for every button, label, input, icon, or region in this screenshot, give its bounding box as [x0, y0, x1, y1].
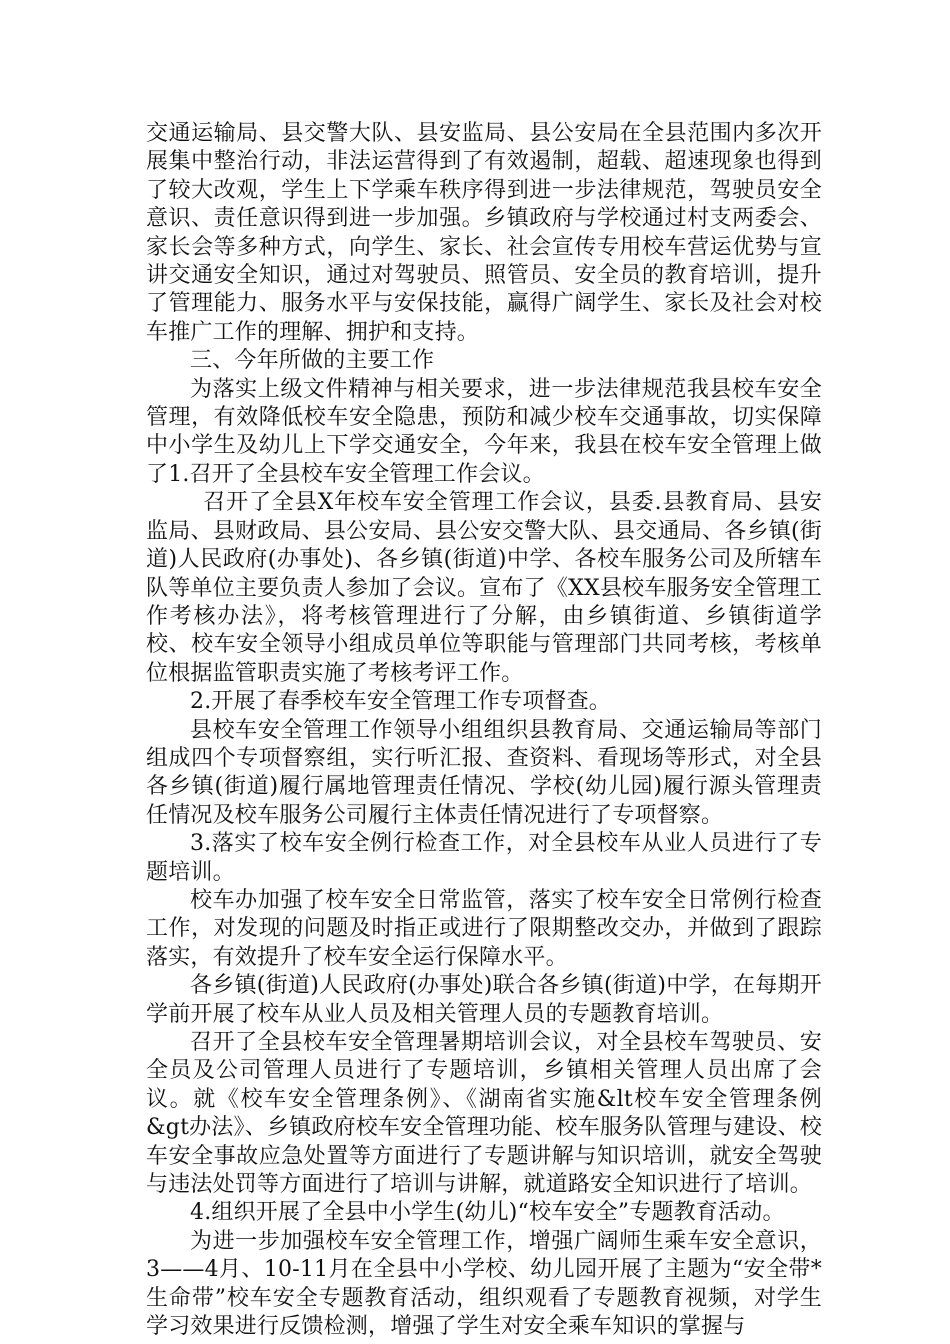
paragraph: 县校车安全管理工作领导小组组织县教育局、交通运输局等部门组成四个专项督察组，实行听汇报、查资料、看现场等形式，对全县各乡镇(街道)履行属地管理责任情况、学校(幼儿园)履行源头管理责任情况及校车服务公司履行主体责任情况进行了专项督察。 [146, 717, 822, 828]
subheading: 3.落实了校车安全例行检查工作，对全县校车从业人员进行了专题培训。 [146, 831, 822, 885]
paragraph: 各乡镇(街道)人民政府(办事处)联合各乡镇(街道)中学，在每期开学前开展了校车从业人员及相关管理人员的专题教育培训。 [146, 973, 822, 1027]
subheading: 4.组织开展了全县中小学生(幼儿)“校车安全”专题教育活动。 [190, 1200, 785, 1226]
subheading: 2.开展了春季校车安全管理工作专项督查。 [190, 689, 611, 715]
document-body [146, 120, 822, 1341]
paragraph: 校车办加强了校车安全日常监管，落实了校车安全日常例行检查工作，对发现的问题及时指正或进行了限期整改交办，并做到了跟踪落实，有效提升了校车安全运行保障水平。 [146, 887, 822, 970]
paragraph: 为进一步加强校车安全管理工作，增强广阔师生乘车安全意识，3——4月、10-11月在全县中小学校、幼儿园开展了主题为“安全带*生命带”校车安全专题教育活动，组织观看了专题教育视频，对学生学习效果进行反馈检测，增强了学生对安全乘车知识的掌握与 [146, 1228, 822, 1340]
section-heading: 三、今年所做的主要工作 [190, 348, 435, 374]
paragraph: 召开了全县X年校车安全管理工作会议，县委.县教育局、县安监局、县财政局、县公安局、县公安交警大队、县交通局、各乡镇(街道)人民政府(办事处)、各乡镇(街道)中学、各校车服务公司及所辖车队等单位主要负责人参加了会议。宣布了《XX县校车服务安全管理工作考核办法》，将考核管理进行了分解，由乡镇街道、乡镇街道学校、校车安全领导小组成员单位等职能与管理部门共同考核，考核单位根据监管职责实施了考核考评工作。 [146, 490, 822, 686]
paragraph: 召开了全县校车安全管理暑期培训会议，对全县校车驾驶员、安全员及公司管理人员进行了专题培训，乡镇相关管理人员出席了会议。就《校车安全管理条例》、《湖南省实施&lt校车安全管理条例&gt办法》、乡镇政府校车安全管理功能、校车服务队管理与建设、校车安全事故应急处置等方面进行了专题讲解与知识培训，就安全驾驶与违法处罚等方面进行了培训与讲解，就道路安全知识进行了培训。 [146, 1030, 822, 1198]
paragraph: 为落实上级文件精神与相关要求，进一步法律规范我县校车安全管理，有效降低校车安全隐患，预防和减少校车交通事故，切实保障中小学生及幼儿上下学交通安全，今年来，我县在校车安全管理上做了1.召开了全县校车安全管理工作会议。 [146, 376, 822, 487]
paragraph-continuation: 交通运输局、县交警大队、县安监局、县公安局在全县范围内多次开展集中整治行动，非法运营得到了有效遏制，超载、超速现象也得到了较大改观，学生上下学乘车秩序得到进一步法律规范，驾驶员安全意识、责任意识得到进一步加强。乡镇政府与学校通过村支两委会、家长会等多种方式，向学生、家长、社会宣传专用校车营运优势与宣讲交通安全知识，通过对驾驶员、照管员、安全员的教育培训，提升了管理能力、服务水平与安保技能，赢得广阔学生、家长及社会对校车推广工作的理解、拥护和支持。 [146, 121, 822, 345]
